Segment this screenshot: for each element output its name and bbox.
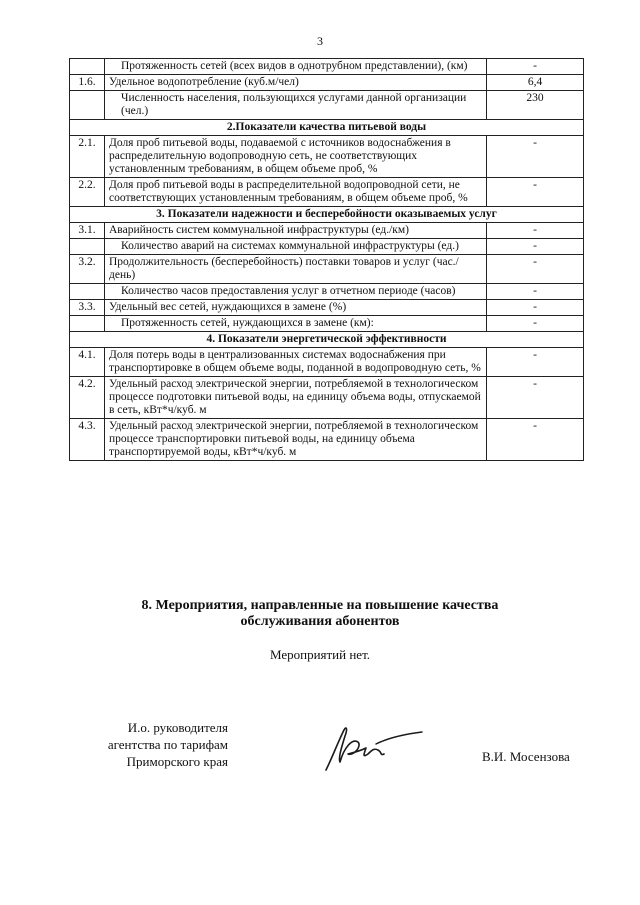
signer-name: В.И. Мосензова bbox=[482, 749, 570, 764]
row-number: 3.2. bbox=[70, 255, 105, 284]
row-description: Аварийность систем коммунальной инфраструктуры (ед./км) bbox=[105, 223, 487, 239]
table-row bbox=[70, 239, 584, 255]
table-row bbox=[70, 59, 584, 75]
row-value: - bbox=[487, 136, 584, 178]
row-value: - bbox=[487, 377, 584, 419]
row-number bbox=[70, 316, 105, 332]
row-number: 2.2. bbox=[70, 178, 105, 207]
row-number bbox=[70, 91, 105, 120]
row-number bbox=[70, 284, 105, 300]
section-header: 3. Показатели надежности и бесперебойности оказываемых услуг bbox=[70, 207, 584, 223]
signer-position bbox=[88, 719, 228, 770]
section-header: 4. Показатели энергетической эффективности bbox=[70, 332, 584, 348]
section-header: 2.Показатели качества питьевой воды bbox=[70, 120, 584, 136]
table-row bbox=[70, 255, 584, 284]
handwritten-signature bbox=[318, 718, 428, 778]
row-value: - bbox=[487, 348, 584, 377]
row-value: - bbox=[487, 284, 584, 300]
indicators-table-body bbox=[70, 59, 584, 461]
signer-position-line-2: агентства по тарифам bbox=[107, 737, 228, 752]
row-description: Доля потерь воды в централизованных системах водоснабжения при транспортировке в общем объеме воды, поданной в водопроводную сеть, % bbox=[105, 348, 487, 377]
signer-position-line-3: Приморского края bbox=[126, 754, 228, 769]
section-header-row bbox=[70, 207, 584, 223]
row-description: Доля проб питьевой воды, подаваемой с источников водоснабжения в распределительную водопроводную сеть, не соответствующих установленным требованиям, в общем объеме проб, % bbox=[105, 136, 487, 178]
row-description: Удельное водопотребление (куб.м/чел) bbox=[105, 75, 487, 91]
table-row bbox=[70, 377, 584, 419]
row-value: - bbox=[487, 178, 584, 207]
table-row bbox=[70, 91, 584, 120]
table-row bbox=[70, 75, 584, 91]
row-value: 6,4 bbox=[487, 75, 584, 91]
row-number: 1.6. bbox=[70, 75, 105, 91]
table-row bbox=[70, 178, 584, 207]
signer-position-line-1: И.о. руководителя bbox=[127, 720, 228, 735]
row-value: - bbox=[487, 316, 584, 332]
section-8-heading-line-1: 8. Мероприятия, направленные на повышение качества bbox=[141, 598, 499, 613]
row-value: - bbox=[487, 59, 584, 75]
row-description: Количество часов предоставления услуг в отчетном периоде (часов) bbox=[105, 284, 487, 300]
row-value: - bbox=[487, 223, 584, 239]
row-description: Удельный расход электрической энергии, потребляемой в технологическом процессе транспортировки питьевой воды, на единицу объема транспортируемой воды, кВт*ч/куб. м bbox=[105, 419, 487, 461]
table-row bbox=[70, 316, 584, 332]
section-header-row bbox=[70, 332, 584, 348]
row-description: Продолжительность (бесперебойность) поставки товаров и услуг (час./день) bbox=[105, 255, 487, 284]
row-description: Протяженность сетей, нуждающихся в замене (км): bbox=[105, 316, 487, 332]
table-row bbox=[70, 348, 584, 377]
section-8-heading bbox=[0, 598, 640, 630]
table-row bbox=[70, 300, 584, 316]
table-row bbox=[70, 284, 584, 300]
section-8-body: Мероприятий нет. bbox=[269, 647, 371, 662]
row-number: 4.1. bbox=[70, 348, 105, 377]
table-row bbox=[70, 223, 584, 239]
table-row bbox=[70, 136, 584, 178]
row-number bbox=[70, 59, 105, 75]
row-number bbox=[70, 239, 105, 255]
row-number: 2.1. bbox=[70, 136, 105, 178]
section-8-heading-line-2: обслуживания абонентов bbox=[240, 614, 400, 629]
row-value: - bbox=[487, 239, 584, 255]
row-description: Протяженность сетей (всех видов в однотрубном представлении), (км) bbox=[105, 59, 487, 75]
row-value: 230 bbox=[487, 91, 584, 120]
row-description: Доля проб питьевой воды в распределительной водопроводной сети, не соответствующих установленным требованиям, в общем объеме проб, % bbox=[105, 178, 487, 207]
row-number: 3.3. bbox=[70, 300, 105, 316]
row-value: - bbox=[487, 300, 584, 316]
indicators-table bbox=[69, 58, 584, 461]
row-description: Удельный вес сетей, нуждающихся в замене (%) bbox=[105, 300, 487, 316]
section-header-row bbox=[70, 120, 584, 136]
page-number: 3 bbox=[317, 34, 323, 48]
row-number: 4.3. bbox=[70, 419, 105, 461]
table-row bbox=[70, 419, 584, 461]
row-number: 4.2. bbox=[70, 377, 105, 419]
row-number: 3.1. bbox=[70, 223, 105, 239]
row-value: - bbox=[487, 255, 584, 284]
row-description: Удельный расход электрической энергии, потребляемой в технологическом процессе подготовки питьевой воды, на единицу объема воды, отпускаемой в сеть, кВт*ч/куб. м bbox=[105, 377, 487, 419]
row-value: - bbox=[487, 419, 584, 461]
row-description: Количество аварий на системах коммунальной инфраструктуры (ед.) bbox=[105, 239, 487, 255]
row-description: Численность населения, пользующихся услугами данной организации (чел.) bbox=[105, 91, 487, 120]
